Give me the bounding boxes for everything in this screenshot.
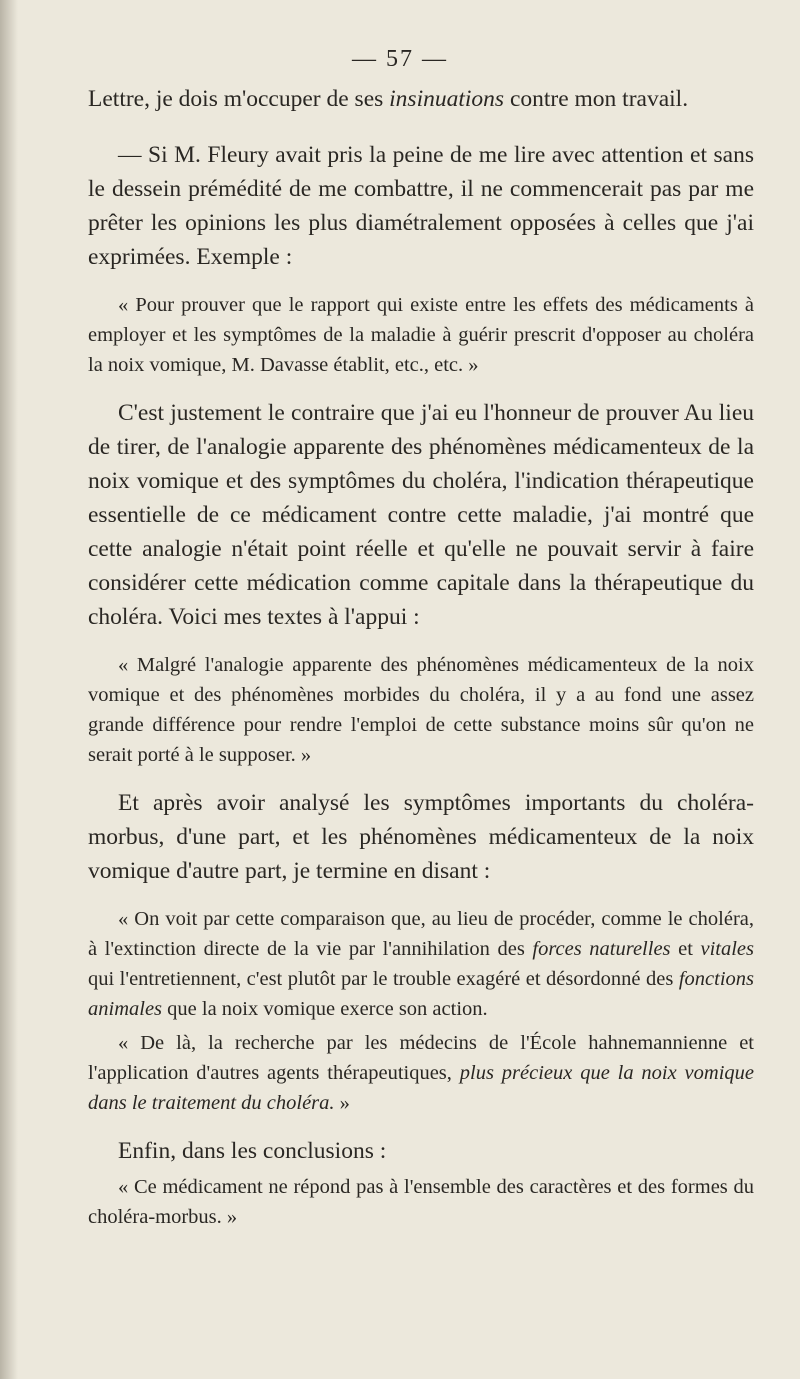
paragraph-lettre: Lettre, je dois m'occuper de ses insinuations contre mon travail.	[88, 86, 689, 112]
quote-malgre: « Malgré l'analogie apparente des phénomènes médicamenteux de la noix vomique et des phénomènes morbides du choléra, il y a au fond une assez grande différence pour rendre l'emploi de cette substance moins sûr qu'on ne serait porté à le supposer. »	[88, 654, 754, 766]
page-number: — 57 —	[352, 46, 448, 72]
quote-ecole: « De là, la recherche par les médecins de l'École hahnemannienne et l'application d'autres agents thérapeutiques, plus précieux que la noix vomique dans le traitement du choléra. »	[88, 1032, 754, 1114]
emphasis-vitales: vitales	[700, 938, 754, 960]
emphasis-forces-naturelles: forces naturelles	[532, 938, 671, 960]
paragraph-contraire: C'est justement le contraire que j'ai eu l'honneur de prouver Au lieu de tirer, de l'analogie apparente des phénomènes médicamenteux de la noix vomique et des symptômes du choléra, l'indication thérapeutique essentielle de ce médicament contre cette maladie, j'ai montré que cette analogie n'était point réelle et qu'elle ne pouvait servir à faire considérer cette médication comme capitale dans la thérapeutique du choléra. Voici mes textes à l'appui :	[88, 400, 754, 630]
quote-comparaison: « On voit par cette comparaison que, au lieu de procéder, comme le choléra, à l'extinction directe de la vie par l'annihilation des forces naturelles et vitales qui l'entretiennent, c'est plutôt par le trouble exagéré et désordonné des fonctions animales que la noix vomique exerce son action.	[88, 908, 754, 1020]
paragraph-enfin: Enfin, dans les conclusions :	[118, 1138, 387, 1164]
paragraph-fleury: — Si M. Fleury avait pris la peine de me lire avec attention et sans le dessein prémédité de me combattre, il ne commencerait pas par me prêter les opinions les plus diamétralement opposées à celles que j'ai exprimées. Exemple :	[88, 142, 754, 270]
quote-conclusion: « Ce médicament ne répond pas à l'ensemble des caractères et des formes du choléra-morbus. »	[88, 1176, 754, 1228]
paragraph-analyse: Et après avoir analysé les symptômes importants du choléra-morbus, d'une part, et les phénomènes médicamenteux de la noix vomique d'autre part, je termine en disant :	[88, 790, 754, 884]
emphasis-insinuations: insinuations	[389, 86, 505, 112]
quote-davasse: « Pour prouver que le rapport qui existe entre les effets des médicaments à employer et les symptômes de la maladie à guérir prescrit d'opposer au choléra la noix vomique, M. Davasse établit, etc., etc. »	[88, 294, 754, 376]
binding-shadow	[0, 0, 18, 1379]
emphasis-plus-precieux: plus précieux que la noix vomique dans le traitement du choléra.	[88, 1062, 754, 1114]
page-text	[88, 82, 754, 1232]
emphasis-fonctions-animales: fonctions animales	[88, 968, 754, 1020]
